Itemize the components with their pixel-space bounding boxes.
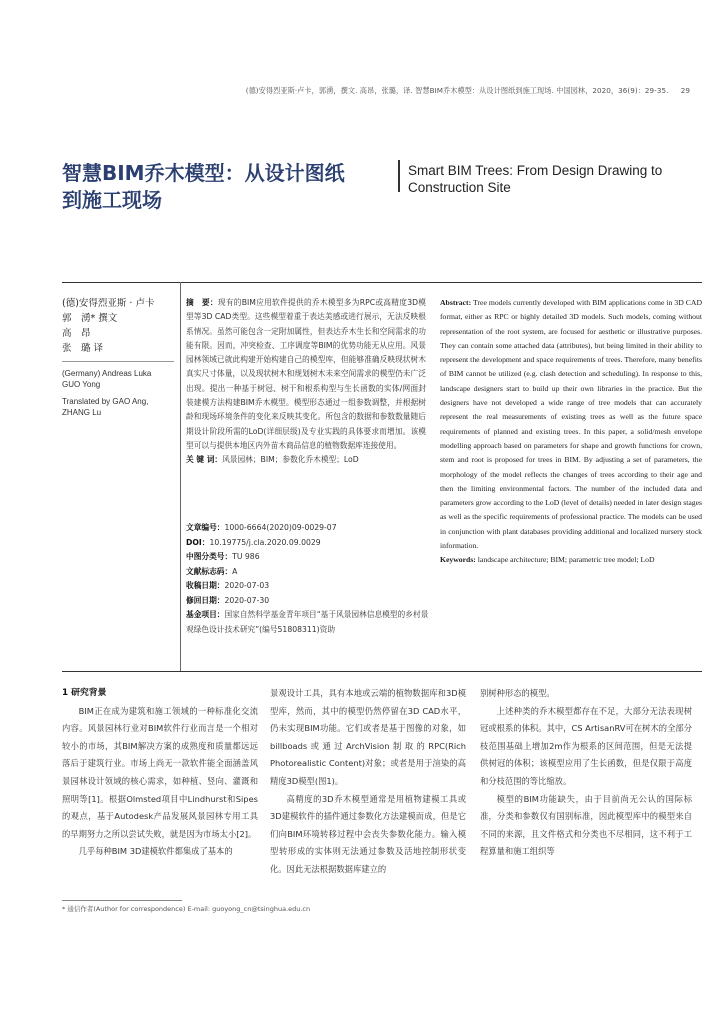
meta-revised-label: 修回日期： xyxy=(186,595,225,605)
author-en-3: Translated by GAO Ang, xyxy=(62,397,149,406)
title-divider xyxy=(398,160,400,192)
keywords-cn: 风景园林；BIM；参数化乔木模型；LoD xyxy=(222,455,359,465)
meta-fund-value: 国家自然科学基金青年项目“基于风景园林信息模型的乡村景观绿色设计技术研究”(编号51808311)资助 xyxy=(186,610,429,634)
abstract-en-text: Tree models currently developed with BIM applications come in 3D CAD format, either as RPC or highly detailed 3D models. Such models, coming without representation of the root system, are focused for aesthetic or illustrative purposes. They can contain some attached data (attributes), but being limited in their ability to represent the development and space requirements of trees. Therefore, many benefits of BIM cannot be utilized (e.g. clash detection and scheduling). In response to this, landscape designers start to build up their own libraries in the practice. But the designers have not developed a wide range of tree models that can accurately represent the real measurements of existing trees as well as the future space requirements of planned and existing trees. In this paper, a solid/mesh envelope modelling approach based on parameters for shape and growth functions for crown, stem and root is proposed for trees in BIM. By adjusting a set of parameters, the morphology of the model reflects the changes of trees according to their age and then the limiting environmental factors. The number of the included data and parameters grow according to the LoD (level of details) needed in later design stages as well as the specific requirements of professional practice. The models can be used in conjunction with plant databases providing additional and localized nursery stock information. xyxy=(440,298,702,551)
abstract-cn-text: 现有的BIM应用软件提供的乔木模型多为RPC或高精度3D模型等3D CAD类型。这些模型着重于表达美感或进行展示，无法反映根系情况。虽然可能包含一定附加属性，但表达乔木生长和空间需求的功能有限。因而，冲突检查、工序调度等BIM的优势功能无从应用。风景园林领域已就此构建开始构建自己的模型库，但能够准确反映现状树木真实尺寸体量，以及现状树木和规划树木未来空间需求的模型仍未广泛出现。提出一种基于树冠、树干和根系构型与生长函数的实体/网面封装建模方法构建BIM乔木模型。模型形态通过一组参数调整，并根据树龄和现场环境条件的变化来反映其变化。所包含的数据和参数数量随后期设计阶段所需的LoD(详细层级)及专业实践的具体要求而增加。该模型可以与提供本地区内外苗木商品信息的植物数据库连接使用。 xyxy=(186,298,426,450)
body-col1-paragraph-1: BIM正在成为建筑和施工领域的一种标准化交流内容。风景园林行业对BIM软件行业而言是一个相对较小的市场，其BIM解决方案的成熟度和质量都远远落后于建筑行业。市场上尚无一款软件能全面涵盖风景园林设计领域的核心需求，如种植、竖向、灌溉和照明等[1]。根据Olmsted项目中Lindhurst和Sipes的观点，基于Autodesk产品发展风景园林专用工具的早期努力之所以尝试失败，就是因为市场太小[2]。 xyxy=(62,705,258,839)
abstract-body-rule xyxy=(62,671,702,672)
body-col3-paragraph-2: 上述种类的乔木模型都存在不足，大部分无法表现树冠或根系的体积。其中，CS ArtisanRV可在树木的全部分枝范围基础上增加2m作为根系的区间范围，但是无法提供树冠的体积；该模型应用了生长函数，但是仅限于高度和分枝范围的等比缩放。 xyxy=(480,705,692,786)
body-col3-paragraph-1: 别树种形态的模型。 xyxy=(480,688,555,698)
meta-clc-label: 中图分类号： xyxy=(186,552,233,561)
meta-code-label: 文献标志码： xyxy=(186,566,233,576)
body-col3-paragraph-3: 模型的BIM功能缺失，由于目前尚无公认的国际标准，分类和参数仅有国别标准，因此模型库中的模型来自不同的来源，且文件格式和分类也不尽相同，这不利于工程算量和施工组织等 xyxy=(480,793,692,857)
keywords-en-label: Keywords: xyxy=(440,555,476,565)
abstract-cn-label: 摘 要： xyxy=(186,298,218,307)
meta-fund-label: 基金项目： xyxy=(186,610,225,619)
meta-clc xyxy=(186,550,431,565)
meta-revised-value: 2020-07-30 xyxy=(224,595,270,605)
author-cn-4: 张 璐 译 xyxy=(62,343,104,354)
meta-revised xyxy=(186,594,431,609)
author-en-2: GUO Yong xyxy=(62,380,101,389)
footnote-rule xyxy=(62,900,182,901)
header-rule xyxy=(62,282,702,283)
author-en-4: ZHANG Lu xyxy=(62,408,102,417)
meta-article-no-value: 1000-6664(2020)09-0029-07 xyxy=(224,523,337,532)
running-head xyxy=(200,86,690,96)
footnote: * 通信作者(Author for correspondence) E-mail: guoyong_cn@tsinghua.edu.cn xyxy=(62,905,311,913)
meta-received xyxy=(186,579,431,594)
body-col1-paragraph-2: 几乎每种BIM 3D建模软件都集成了基本的 xyxy=(78,846,233,857)
author-divider xyxy=(62,361,174,362)
body-column-2 xyxy=(270,685,466,879)
title-english: Smart BIM Trees: From Design Drawing to Construction Site xyxy=(408,163,663,195)
body-col2-paragraph-2: 高精度的3D乔木模型通常是用植物建模工具或3D建模软件的插件通过参数化方法建模而成，但是它们向BIM环境转移过程中会丧失参数化能力。输入模型转形成的实体则无法通过参数及活地控制形状变化。因此无法根据数据库建立的 xyxy=(270,793,466,874)
abstract-english xyxy=(440,296,702,568)
meta-doi-label: DOI： xyxy=(186,537,210,547)
author-cn-2: 郭 湧* 撰文 xyxy=(62,313,118,324)
body-column-1 xyxy=(62,685,258,861)
author-cn-1: (德)安得烈亚斯 · 卢卡 xyxy=(62,298,155,309)
meta-code xyxy=(186,565,431,580)
author-column-separator xyxy=(180,282,181,671)
meta-article-no xyxy=(186,521,431,536)
section-heading: 1 研究背景 xyxy=(62,688,107,698)
page-number: 29 xyxy=(680,86,690,95)
meta-code-value: A xyxy=(232,566,238,576)
body-col2-paragraph-1: 景观设计工具，具有本地或云端的植物数据库和3D模型库，然而，其中的模型仍然停留在3D CAD水平，仍未实现BIM功能。它们或者是基于图像的对象，如billboads或通过ArchVision制取的RPC(Rich Photorealistic Content)对象；或者是用于渲染的高精度3D模型(图1)。 xyxy=(270,688,466,786)
meta-doi-value: 10.19775/j.cla.2020.09.0029 xyxy=(209,537,321,547)
author-block xyxy=(62,296,172,418)
meta-received-value: 2020-07-03 xyxy=(224,581,270,590)
keywords-cn-label: 关 键 词： xyxy=(186,455,223,465)
abstract-en-label: Abstract: xyxy=(440,298,472,307)
keywords-en: landscape architecture; BIM; parametric tree model; LoD xyxy=(477,555,655,565)
meta-fund xyxy=(186,608,431,637)
article-metadata xyxy=(186,521,431,637)
author-en-1: (Germany) Andreas Luka xyxy=(62,369,152,378)
meta-clc-value: TU 986 xyxy=(232,552,260,561)
meta-received-label: 收稿日期： xyxy=(186,581,225,590)
title-chinese: 智慧BIM乔木模型：从设计图纸到施工现场 xyxy=(62,161,345,212)
meta-article-no-label: 文章编号： xyxy=(186,523,225,532)
abstract-chinese xyxy=(186,296,426,468)
author-cn-3: 高 昂 xyxy=(62,328,91,339)
body-column-3 xyxy=(480,685,692,861)
running-head-citation: (德)安得烈亚斯·卢卡，郭湧，撰文. 高昂，张璐，译. 智慧BIM乔木模型：从设计图纸到施工现场. 中国园林，2020，36(9)：29-35. xyxy=(245,86,669,95)
meta-doi xyxy=(186,536,431,551)
